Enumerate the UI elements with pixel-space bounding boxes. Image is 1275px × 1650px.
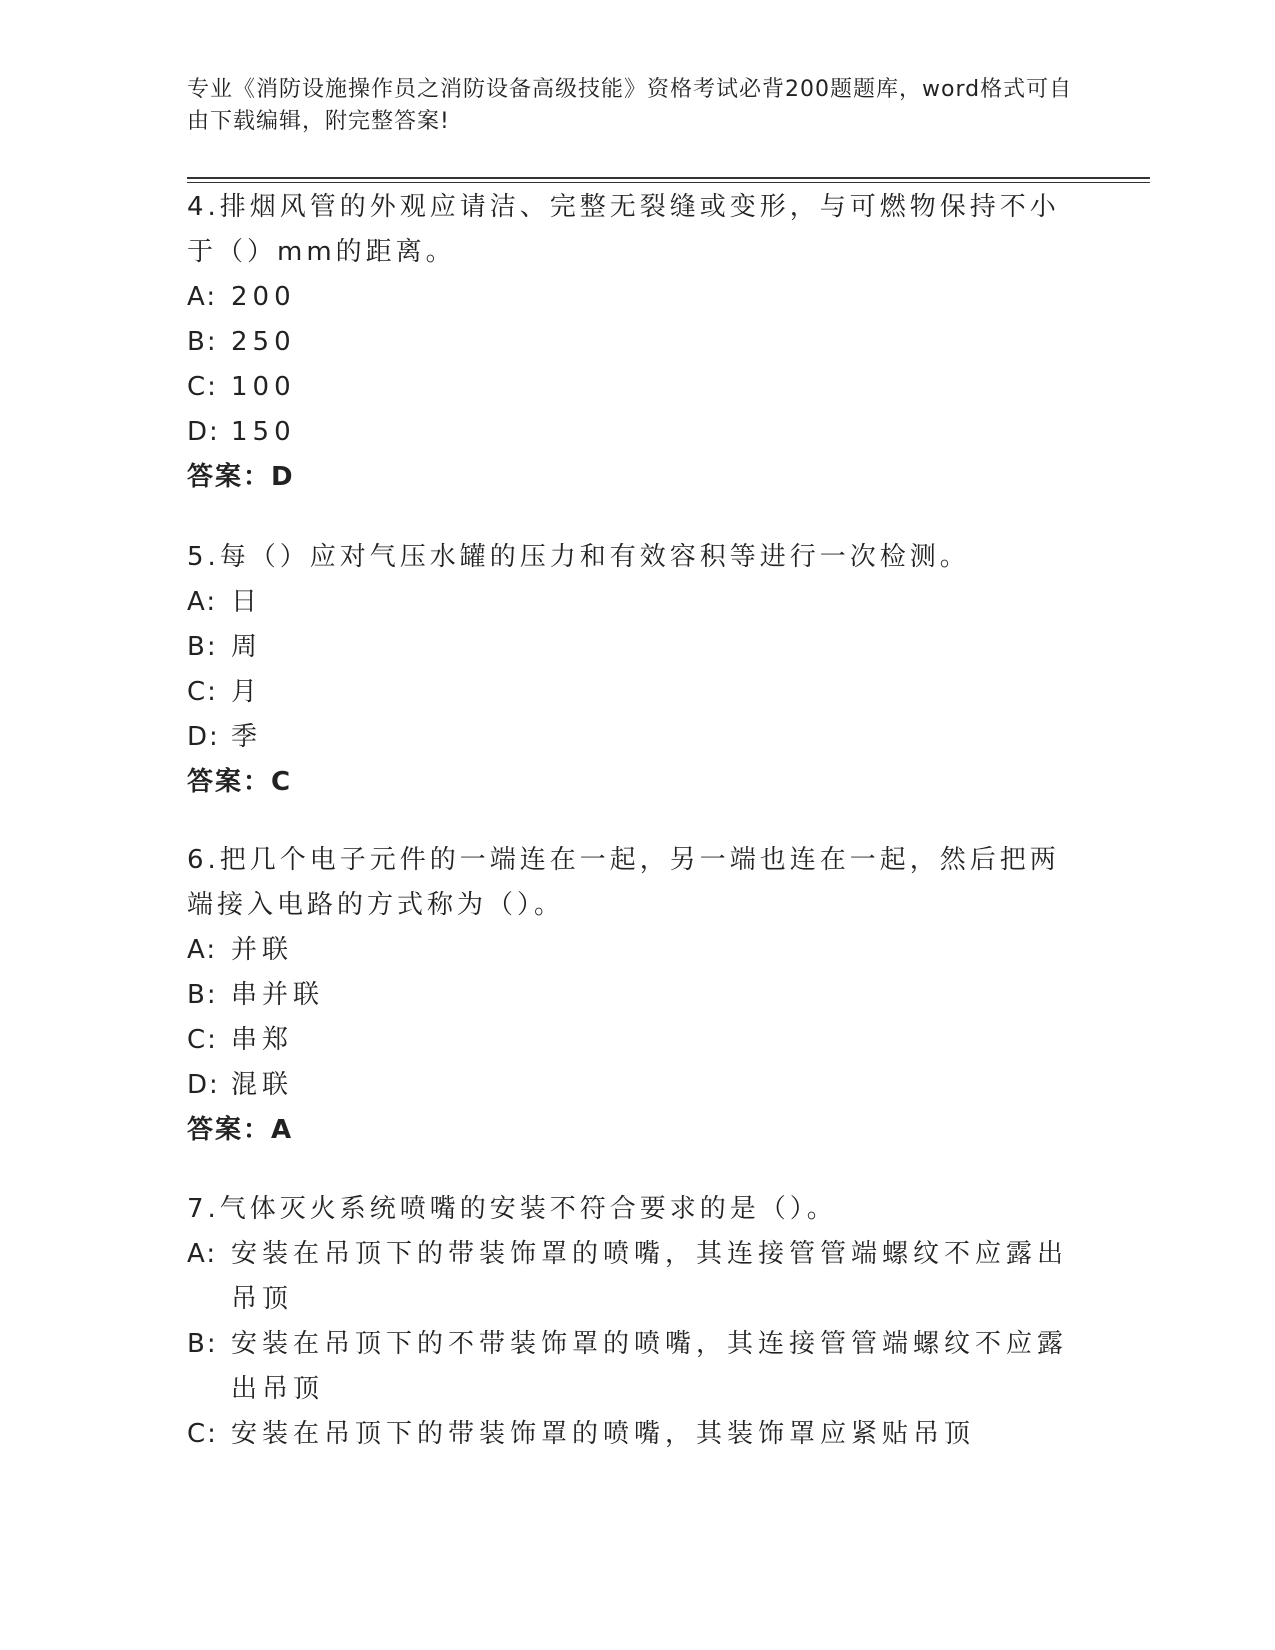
option-d: D: 150: [187, 417, 296, 447]
question-5: [187, 535, 1087, 805]
option-b: B: 周: [187, 632, 263, 662]
header-divider-thick: [187, 177, 1150, 179]
question-stem: 4.排烟风管的外观应请洁、完整无裂缝或变形，与可燃物保持不小于（）mm的距离。: [187, 192, 1060, 267]
option-d: D: 季: [187, 722, 263, 752]
document-header: 专业《消防设施操作员之消防设备高级技能》资格考试必背200题题库，word格式可自由下载编辑，附完整答案!: [187, 77, 1073, 134]
option-a: A: 日: [187, 587, 263, 617]
question-stem: 5.每（）应对气压水罐的压力和有效容积等进行一次检测。: [187, 542, 970, 572]
option-a: A: 并联: [187, 935, 294, 965]
option-a: A: 200: [187, 282, 296, 312]
answer: 答案：D: [187, 462, 295, 492]
answer: 答案：C: [187, 767, 293, 797]
option-c: C: 月: [187, 677, 263, 707]
option-c: C: 100: [187, 372, 296, 402]
question-4: [187, 185, 1087, 500]
question-6: [187, 838, 1087, 1153]
option-c: C: 串郑: [187, 1025, 294, 1055]
option-b: B: 250: [187, 327, 296, 357]
option-c: C: 安装在吊顶下的带装饰罩的喷嘴，其装饰罩应紧贴吊顶: [187, 1419, 976, 1449]
question-stem: 7.气体灭火系统喷嘴的安装不符合要求的是（）。: [187, 1194, 837, 1224]
option-b: B: 串并联: [187, 980, 325, 1010]
option-d: D: 混联: [187, 1070, 294, 1100]
answer: 答案：A: [187, 1115, 294, 1145]
question-7: [187, 1187, 1087, 1457]
question-stem: 6.把几个电子元件的一端连在一起，另一端也连在一起，然后把两端接入电路的方式称为（）。: [187, 845, 1060, 920]
option-a: A: 安装在吊顶下的带装饰罩的喷嘴，其连接管管端螺纹不应露出吊顶: [187, 1239, 1069, 1314]
option-b: B: 安装在吊顶下的不带装饰罩的喷嘴，其连接管管端螺纹不应露出吊顶: [187, 1329, 1069, 1404]
header-divider-thin: [187, 182, 1150, 183]
